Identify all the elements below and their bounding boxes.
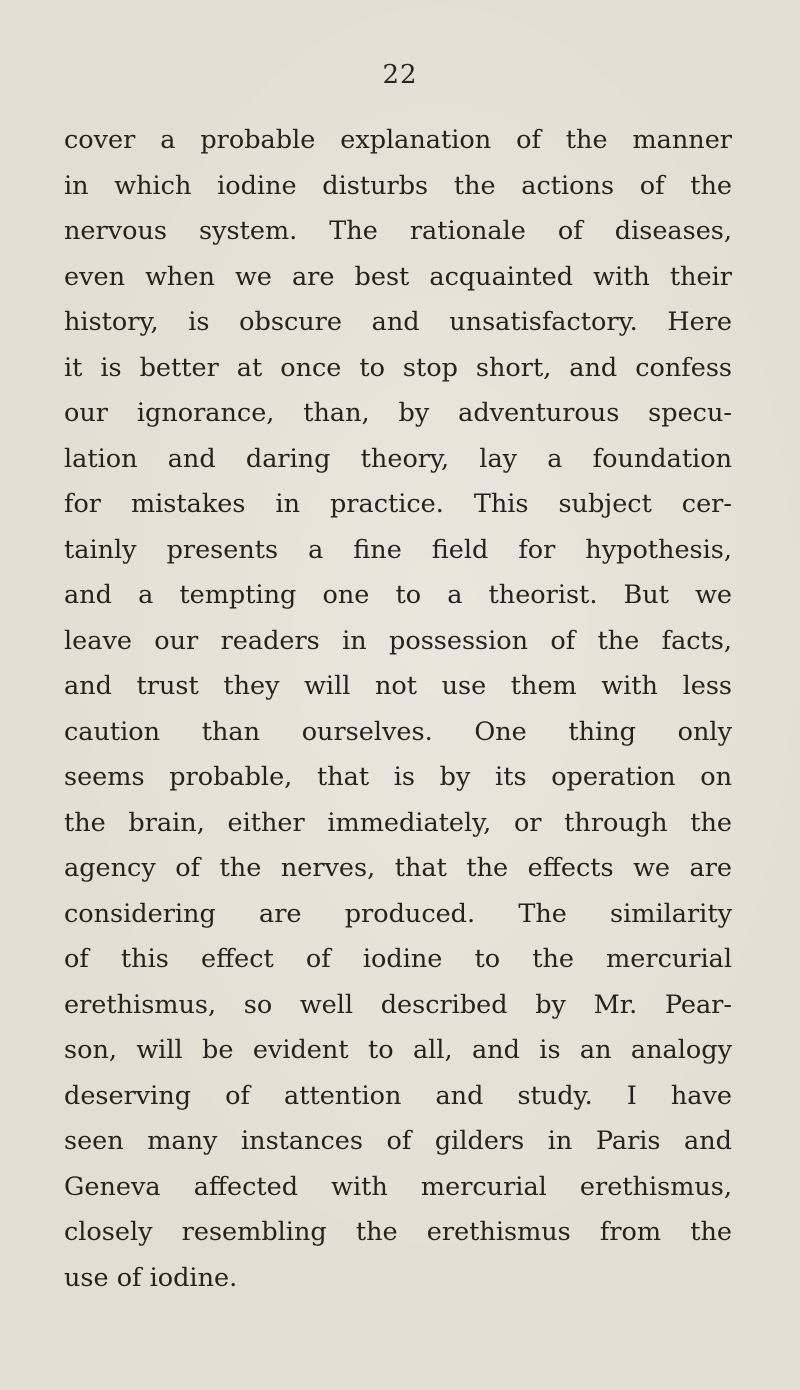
text-line: our ignorance, than, by adventurous specu-: [64, 398, 732, 428]
text-line: nervous system. The rationale of diseases,: [64, 216, 732, 246]
text-line: agency of the nerves, that the effects we are: [64, 853, 732, 883]
text-line: the brain, either immediately, or through the: [64, 807, 732, 838]
text-line: leave our readers in possession of the facts,: [64, 625, 732, 656]
text-line: considering are produced. The similarity: [64, 898, 732, 929]
text-line: son, will be evident to all, and is an analogy: [64, 1035, 732, 1065]
text-line: lation and daring theory, lay a foundation: [64, 443, 732, 474]
text-line: and a tempting one to a theorist. But we: [64, 580, 732, 610]
text-line: history, is obscure and unsatisfactory. Here: [64, 307, 732, 337]
text-line: cover a probable explanation of the manner: [64, 125, 732, 155]
text-line: Geneva affected with mercurial erethismus,: [64, 1171, 732, 1202]
text-line: in which iodine disturbs the actions of the: [64, 170, 732, 201]
page-number: 22: [382, 60, 418, 90]
body-text: [64, 118, 732, 1301]
text-line: even when we are best acquainted with their: [64, 261, 732, 292]
text-line: seems probable, that is by its operation on: [64, 762, 732, 792]
text-line: it is better at once to stop short, and confess: [64, 352, 732, 383]
text-line: and trust they will not use them with less: [64, 671, 732, 701]
text-line: deserving of attention and study. I have: [64, 1080, 732, 1111]
text-line: tainly presents a fine field for hypothesis,: [64, 534, 732, 565]
text-line: of this effect of iodine to the mercurial: [64, 944, 732, 974]
text-line: caution than ourselves. One thing only: [64, 716, 732, 747]
text-line: for mistakes in practice. This subject cer-: [64, 489, 732, 519]
text-line: closely resembling the erethismus from the: [64, 1217, 732, 1247]
text-line-last: use of iodine.: [64, 1262, 238, 1293]
text-line: seen many instances of gilders in Paris and: [64, 1126, 732, 1156]
text-line: erethismus, so well described by Mr. Pear-: [64, 989, 732, 1020]
